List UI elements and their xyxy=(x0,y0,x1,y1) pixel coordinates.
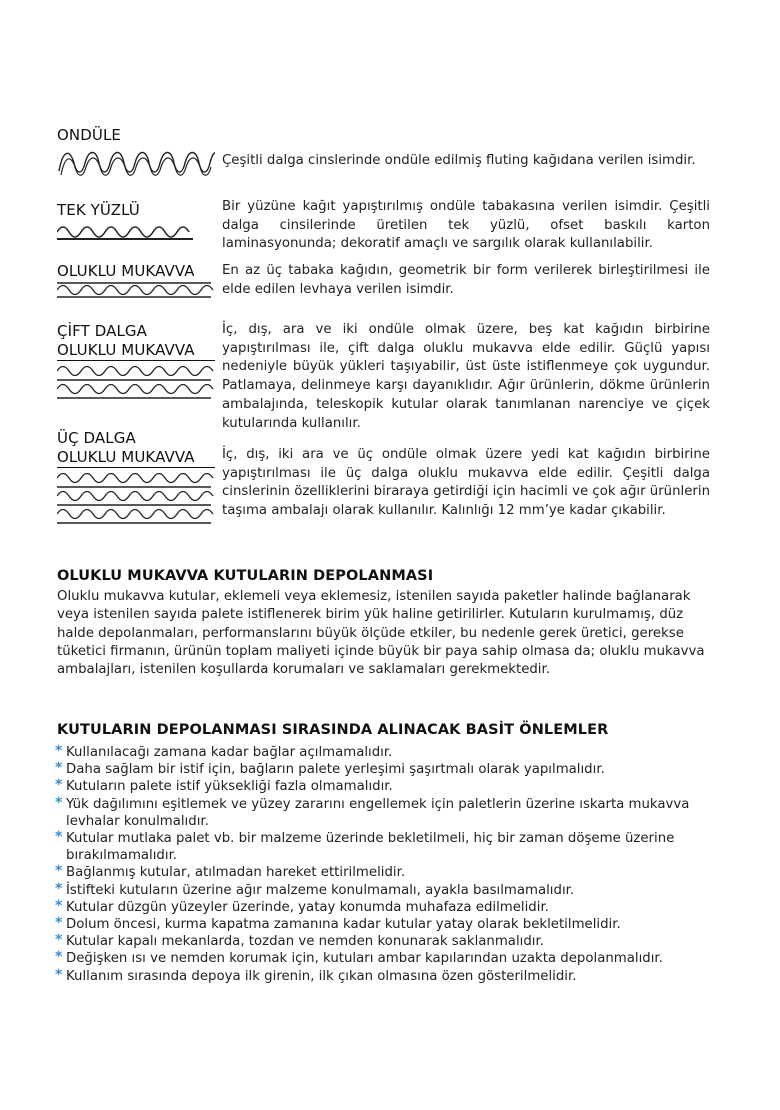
asterisk-bullet-icon: * xyxy=(55,880,63,897)
term-description: İç, dış, ara ve iki ondüle olmak üzere, beş kat kağıdın birbirine yapıştırılması ile, çift dalga oluklu mukavva elde edilir. Güçlü yapısı nedeniyle büyük yükleri taşıyabilir, üst üste istiflenmeye çok uygundur. Patlamaya, delinmeye karşı dayanıklıdır. Ağır ürünlerin, dökme ürünlerin ambalajında, teleskopik kutular olarak tanımlanan narenciye ve çiçek kutularında kullanılır. xyxy=(222,322,710,431)
term-description: Çeşitli dalga cinslerinde ondüle edilmiş fluting kağıdana verilen isimdir. xyxy=(222,153,696,168)
term-ondule xyxy=(57,126,215,181)
asterisk-bullet-icon: * xyxy=(55,760,63,777)
precaution-text: Kutuların palete istif yüksekliği fazla olmamalıdır. xyxy=(66,779,393,795)
precautions-section-title: KUTULARIN DEPOLANMASI SIRASINDA ALINACAK BASİT ÖNLEMLER xyxy=(57,722,609,738)
term-cift-dalga xyxy=(57,322,215,401)
precaution-text: Değişken ısı ve nemden korumak için, kutuları ambar kapılarından uzakta depolanmalıdır. xyxy=(66,951,663,967)
precaution-item xyxy=(55,761,695,778)
asterisk-bullet-icon: * xyxy=(55,743,63,759)
double-wall-wave-icon xyxy=(57,361,215,401)
term-description: Bir yüzüne kağıt yapıştırılmış ondüle tabakasına verilen isimdir. Çeşitli dalga cinsilerinde üretilen tek yüzlü, ofset baskılı karton laminasyonunda; dekoratif amaçlı ve sargılık olarak kullanılabilir. xyxy=(222,199,710,252)
asterisk-bullet-icon: * xyxy=(55,932,63,949)
storage-section-title: OLUKLU MUKAVVA KUTULARIN DEPOLANMASI xyxy=(57,568,434,584)
term-label-line1: ÇİFT DALGA xyxy=(57,322,147,340)
term-uc-dalga xyxy=(57,429,215,528)
precaution-item xyxy=(55,899,695,916)
term-label: OLUKLU MUKAVVA xyxy=(57,262,195,280)
term-label-line1: ÜÇ DALGA xyxy=(57,429,136,447)
precaution-item xyxy=(55,950,695,967)
term-label-line2: OLUKLU MUKAVVA xyxy=(57,341,215,361)
precaution-item xyxy=(55,882,695,899)
term-label-line2: OLUKLU MUKAVVA xyxy=(57,448,215,468)
precaution-text: Daha sağlam bir istif için, bağların palete yerleşimi şaşırtmalı olarak yapılmalıdır. xyxy=(66,762,605,778)
term-description: İç, dış, iki ara ve üç ondüle olmak üzere yedi kat kağıdın birbirine yapıştırılması ile üç dalga oluklu mukavva elde edilir. Çeşitli dalga cinslerinin özelliklerini biraraya getirdiği için hacimli ve çok ağır ürünlerin taşıma ambalajı olarak kullanılır. Kalınlığı 12 mm’ye kadar çıkabilir. xyxy=(222,447,710,519)
asterisk-bullet-icon: * xyxy=(55,897,63,914)
precaution-item xyxy=(55,830,695,864)
precaution-text: Bağlanmış kutular, atılmadan hareket ettirilmelidir. xyxy=(66,865,406,881)
precaution-item xyxy=(55,968,695,985)
storage-paragraph: Oluklu mukavva kutular, eklemeli veya eklemesiz, istenilen sayıda paketler halinde bağlanarak veya istenilen sayıda palete istiflenerek birim yük haline getirilirler. Kutuların kurulmamış, düz halde depolanmaları, performanslarını büyük ölçüde etkiler, bu nedenle gerek üretici, gerekse tüketici firmanın, ürünün toplam maliyeti içinde büyük bir paya sahip olmasa da; oluklu mukavva ambalajları, istenilen koşullarda korumaları ve saklamaları gerekmektedir. xyxy=(57,589,705,678)
corrugated-board-wave-icon xyxy=(57,281,215,299)
term-label: ONDÜLE xyxy=(57,126,121,144)
precaution-item xyxy=(55,933,695,950)
precaution-item xyxy=(55,864,695,881)
precaution-text: Yük dağılımını eşitlemek ve yüzey zararını engellemek için paletlerin üzerine ıskarta mukavva levhalar konulmalıdır. xyxy=(66,796,690,829)
asterisk-bullet-icon: * xyxy=(55,949,63,966)
term-tek-yuzlu xyxy=(57,201,215,242)
single-face-wave-icon xyxy=(57,220,197,242)
term-label: TEK YÜZLÜ xyxy=(57,201,140,219)
term-oluklu-mukavva xyxy=(57,262,215,299)
precautions-list xyxy=(55,744,695,985)
asterisk-bullet-icon: * xyxy=(55,777,63,794)
precaution-text: Kullanım sırasında depoya ilk girenin, ilk çıkan olmasına özen gösterilmelidir. xyxy=(66,968,577,984)
asterisk-bullet-icon: * xyxy=(55,966,63,983)
precaution-item xyxy=(55,778,695,795)
precaution-item xyxy=(55,916,695,933)
precaution-text: Kutular kapalı mekanlarda, tozdan ve nemden konunarak saklanmalıdır. xyxy=(66,934,544,950)
asterisk-bullet-icon: * xyxy=(55,915,63,932)
asterisk-bullet-icon: * xyxy=(55,794,63,811)
precaution-item xyxy=(55,744,695,761)
ondule-wave-icon xyxy=(57,145,217,181)
triple-wall-wave-icon xyxy=(57,468,215,528)
precaution-text: İstifteki kutuların üzerine ağır malzeme konulmamalı, ayakla basılmamalıdır. xyxy=(66,882,575,898)
precaution-text: Kullanılacağı zamana kadar bağlar açılmamalıdır. xyxy=(66,745,393,760)
term-description: En az üç tabaka kağıdın, geometrik bir form verilerek birleştirilmesi ile elde edilen levhaya verilen isimdir. xyxy=(222,263,710,297)
precaution-text: Kutular düzgün yüzeyler üzerinde, yatay konumda muhafaza edilmelidir. xyxy=(66,899,549,915)
asterisk-bullet-icon: * xyxy=(55,863,63,880)
precaution-item xyxy=(55,796,695,830)
asterisk-bullet-icon: * xyxy=(55,829,63,846)
precaution-text: Kutular mutlaka palet vb. bir malzeme üzerinde bekletilmeli, hiç bir zaman döşeme üzerine bırakılmamalıdır. xyxy=(66,831,675,864)
precaution-text: Dolum öncesi, kurma kapatma zamanına kadar kutular yatay olarak bekletilmelidir. xyxy=(66,917,621,933)
